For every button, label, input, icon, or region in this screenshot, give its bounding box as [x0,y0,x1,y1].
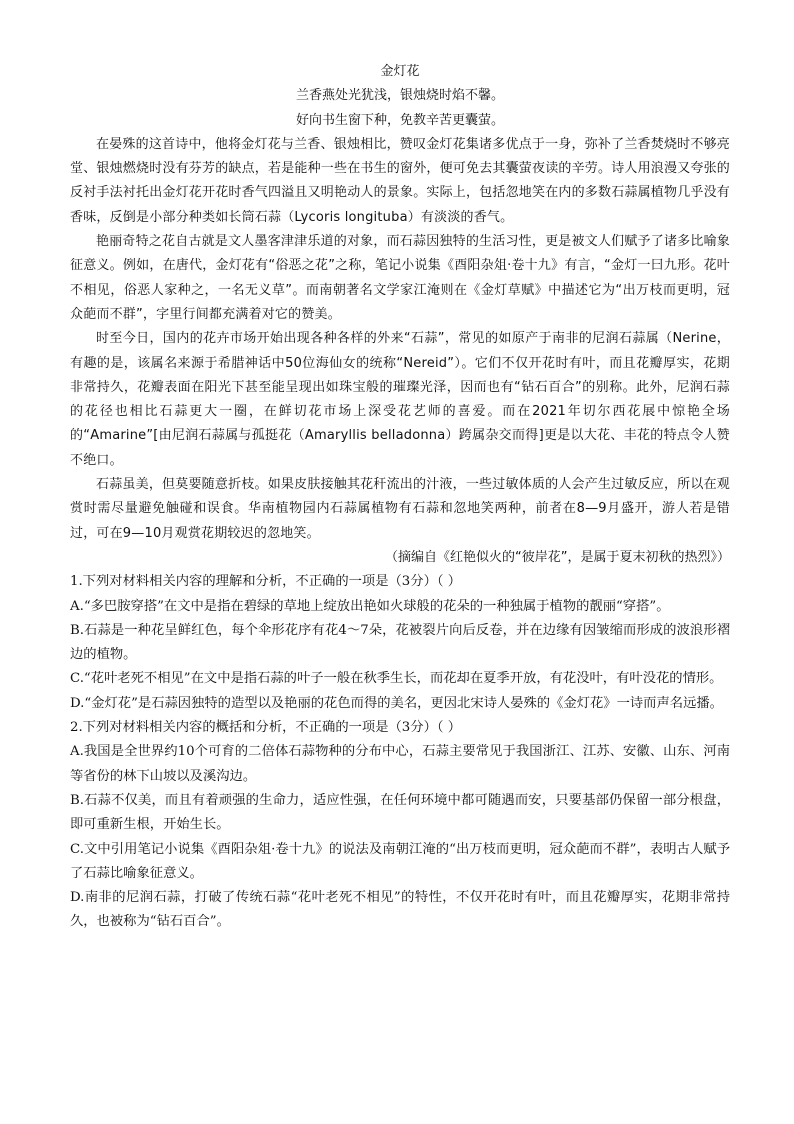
question-option-d: D.“金灯花”是石蒜因独特的造型以及艳丽的花色而得的美名，更因北宋诗人晏殊的《金灯花》一诗而声名远播。 [70,695,723,711]
question-option-b: B.石蒜是一种花呈鲜红色，每个伞形花序有花4～7朵，花被裂片向后反卷，并在边缘有因皱缩而形成的波浪形褶边的植物。 [70,622,730,663]
poem-line-1: 兰香燕处光犹浅，银烛烧时焰不馨。 [295,88,504,104]
article-paragraph-2: 艳丽奇特之花自古就是文人墨客津津乐道的对象，而石蒜因独特的生活习性，更是被文人们赋予了诸多比喻象征意义。例如，在唐代，金灯花有“俗恶之花”之称，笔记小说集《酉阳杂俎·卷十九》有言，“金灯一曰九形。花叶不相见，俗恶人家种之，一名无义草”。而南朝著名文学家江淹则在《金灯草赋》中描述它为“出万枝而更明，冠众葩而不群”，字里行间都充满着对它的赞美。 [70,234,730,322]
poem-title: 金灯花 [380,64,420,79]
document-page [70,60,730,935]
article-source: （摘编自《红艳似火的“彼岸花”，是属于夏末初秋的热烈》） [385,549,730,565]
question-stem: 2.下列对材料相关内容的概括和分析，不正确的一项是（3分）（ ） [70,720,462,736]
article-paragraph-3: 时至今日，国内的花卉市场开始出现各种各样的外来“石蒜”，常见的如原产于南非的尼润石蒜属（Nerine，有趣的是，该属名来源于希腊神话中50位海仙女的统称“Nereid”）。它们不仅开花时有叶，而且花瓣厚实，花期非常持久，花瓣表面在阳光下甚至能呈现出如珠宝般的璀璨光泽，因而也有“钻石百合”的别称。此外，尼润石蒜的花径也相比石蒜更大一圈，在鲜切花市场上深受花艺师的喜爱。而在2021年切尔西花展中惊艳全场的“Amarine”[由尼润石蒜属与孤挺花（Amaryllis belladonna）跨属杂交而得]更是以大花、丰花的特点令人赞不绝口。 [70,331,730,468]
poem-line-2: 好向书生窗下种，免教辛苦更囊萤。 [295,112,504,128]
question-option-d: D.南非的尼润石蒜，打破了传统石蒜“花叶老死不相见”的特性，不仅开花时有叶，而且花瓣厚实，花期非常持久，也被称为“钻石百合”。 [70,890,730,930]
question-option-c: C.“花叶老死不相见”在文中是指石蒜的叶子一般在秋季生长，而花却在夏季开放，有花没叶，有叶没花的情形。 [70,671,723,687]
question-2 [70,716,730,935]
article-paragraph-4: 石蒜虽美，但莫要随意折枝。如果皮肤接触其花秆流出的汁液，一些过敏体质的人会产生过敏反应，所以在观赏时需尽量避免触碰和误食。华南植物园内石蒜属植物有石蒜和忽地笑两种，前者在8—9月盛开，游人若是错过，可在9—10月观赏花期较迟的忽地笑。 [70,477,730,541]
question-option-b: B.石蒜不仅美，而且有着顽强的生命力，适应性强，在任何环境中都可随遇而安，只要基部仍保留一部分根盘，即可重新生根，开始生长。 [70,792,730,833]
question-option-c: C.文中引用笔记小说集《酉阳杂俎·卷十九》的说法及南朝江淹的“出万枝而更明，冠众葩而不群”，表明古人赋予了石蒜比喻象征意义。 [70,841,730,881]
article-body [70,133,730,570]
question-option-a: A.“多巴胺穿搭”在文中是指在碧绿的草地上绽放出艳如火球般的花朵的一种独属于植物的靓丽“穿搭”。 [70,598,670,614]
question-stem: 1.下列对材料相关内容的理解和分析，不正确的一项是（3分）（ ） [70,574,462,590]
poem-block [70,60,730,133]
article-paragraph-1: 在晏殊的这首诗中，他将金灯花与兰香、银烛相比，赞叹金灯花集诸多优点于一身，弥补了兰香焚烧时不够亮堂、银烛燃烧时没有芬芳的缺点，若是能种一些在书生的窗外，便可免去其囊萤夜读的辛劳。诗人用浪漫又夸张的反衬手法衬托出金灯花开花时香气四溢且又明艳动人的景象。实际上，包括忽地笑在内的多数石蒜属植物几乎没有香味，反倒是小部分种类如长筒石蒜（Lycoris longituba）有淡淡的香气。 [70,136,731,225]
question-1 [70,570,730,716]
question-option-a: A.我国是全世界约10个可育的二倍体石蒜物种的分布中心，石蒜主要常见于我国浙江、江苏、安徽、山东、河南等省份的林下山坡以及溪沟边。 [70,744,730,784]
